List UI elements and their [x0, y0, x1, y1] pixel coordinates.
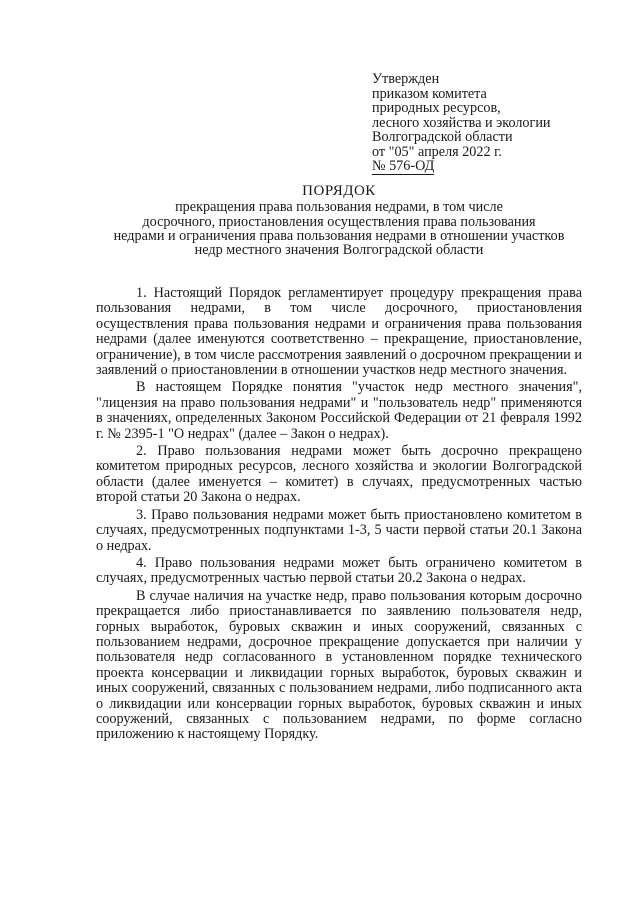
approval-line: лесного хозяйства и экологии	[372, 114, 551, 131]
approval-line: Волгоградской области	[372, 129, 513, 145]
order-number-text: № 576-ОД	[372, 158, 435, 174]
approval-date: от "05" апреля 2022 г.	[372, 143, 502, 160]
subtitle-line: недрами и ограничения права пользования недрами в отношении участков	[113, 227, 565, 244]
approval-stamp	[372, 72, 612, 174]
subtitle-line: прекращения права пользования недрами, в том числе	[175, 199, 503, 216]
approval-line: Утвержден	[372, 71, 440, 87]
approval-line: приказом комитета	[372, 85, 487, 102]
paragraph-2: 2. Право пользования недрами может быть досрочно прекращено комитетом природных ресурсов, лесного хозяйства и экологии Волгоградской области (далее именуется – комитет) в случаях, предусмотренных частью второй статьи 20 Закона о недрах.	[96, 443, 582, 506]
paragraph-definitions: В настоящем Порядке понятия "участок недр местного значения", "лицензия на право пользования недрами" и "пользователь недр" применяются в значениях, определенных Законом Российской Федерации от 21 февраля 1992 г. № 2395-1 "О недрах" (далее – Закон о недрах).	[96, 379, 582, 442]
paragraph-1: 1. Настоящий Порядок регламентирует процедуру прекращения права пользования недрами, в том числе досрочного, приостановления осуществления права пользования недрами и ограничения права пользования недрами (далее именуются соответственно – прекращение, приостановление, ограничение), в том числе рассмотрения заявлений о досрочном прекращении и заявлений о приостановлении в отношении участков недр местного значения.	[96, 285, 582, 379]
approval-order-number	[372, 159, 612, 174]
approval-line: природных ресурсов,	[372, 100, 501, 116]
paragraph-liquidation: В случае наличия на участке недр, право пользования которым досрочно прекращается либо приостанавливается по заявлению пользователя недр, горных выработок, буровых скважин и иных сооружений, связанных с пользованием недрами, досрочное прекращение допускается при наличии у пользователя недр согласованного в установленном порядке технического проекта консервации и ликвидации горных выработок, буровых скважин и иных сооружений, связанных с пользованием недрами, либо подписанного акта о ликвидации или консервации горных выработок, буровых скважин и иных сооружений, связанных с пользованием недрами, по форме согласно приложению к настоящему Порядку.	[96, 587, 582, 743]
paragraph-3: 3. Право пользования недрами может быть приостановлено комитетом в случаях, предусмотренных подпунктами 1-3, 5 части первой статьи 20.1 Закона о недрах.	[96, 506, 582, 554]
paragraph-4: 4. Право пользования недрами может быть ограничено комитетом в случаях, предусмотренных частью первой статьи 20.2 Закона о недрах.	[96, 554, 582, 587]
document-title: ПОРЯДОК	[302, 183, 376, 199]
subtitle-line: досрочного, приостановления осуществления права пользования	[142, 213, 536, 230]
subtitle-line: недр местного значения Волгоградской области	[194, 242, 484, 259]
document-heading	[94, 184, 584, 257]
document-body	[96, 286, 582, 743]
